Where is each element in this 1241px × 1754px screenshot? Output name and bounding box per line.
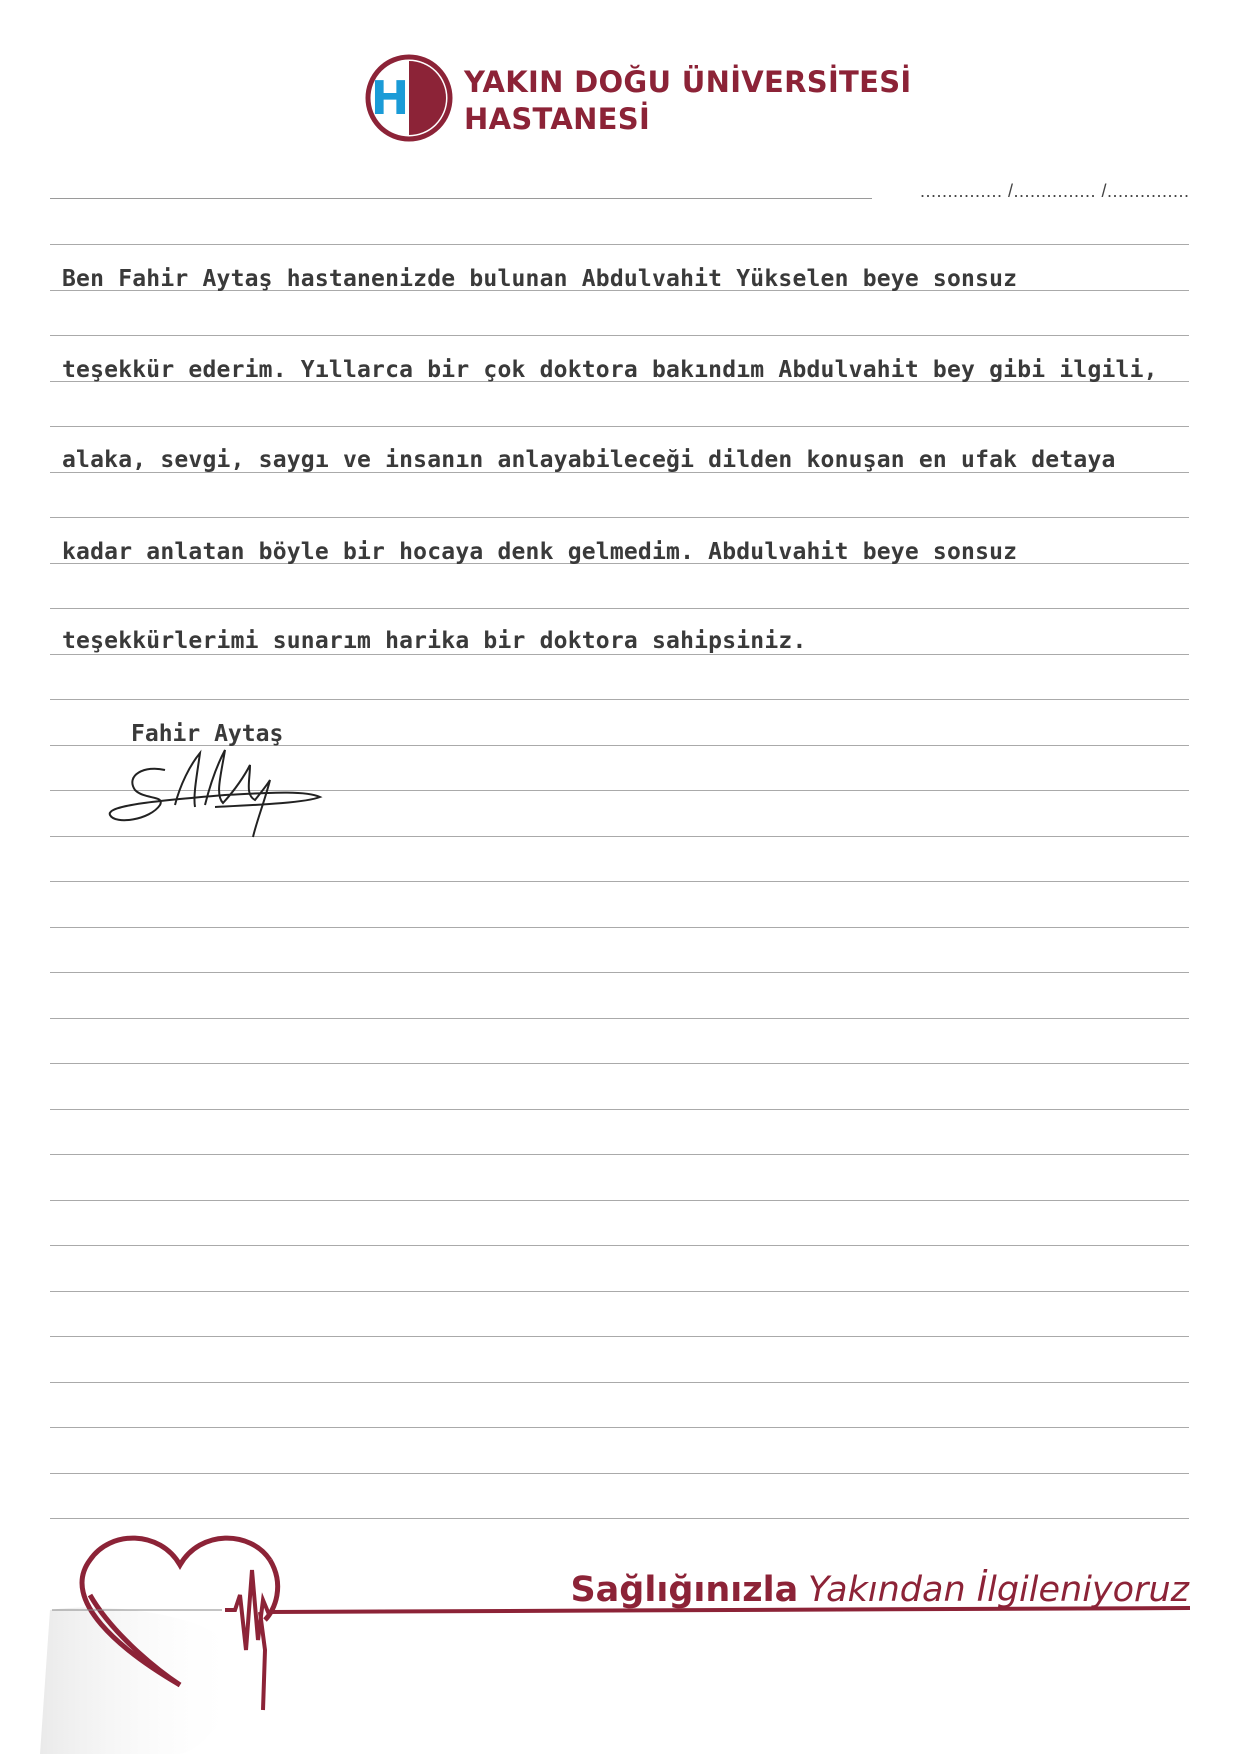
ruled-line <box>50 608 1189 609</box>
ruled-line <box>50 1245 1189 1246</box>
hospital-name <box>464 64 912 138</box>
letter-line-2: teşekkür ederim. Yıllarca bir çok doktora bakındım Abdulvahit bey gibi ilgili, <box>62 357 1158 383</box>
ruled-line <box>50 1473 1189 1474</box>
ruled-line <box>50 1109 1189 1110</box>
heading-line <box>50 198 872 199</box>
ruled-line <box>50 244 1189 245</box>
logo-letter: H <box>370 71 410 125</box>
hospital-name-line2: HASTANESİ <box>464 102 651 136</box>
letter-line-4: kadar anlatan böyle bir hocaya denk gelmedim. Abdulvahit beye sonsuz <box>62 539 1018 565</box>
footer-slogan <box>570 1570 1189 1610</box>
letter-line-3: alaka, sevgi, saygı ve insanın anlayabileceği dilden konuşan en ufak detaya <box>62 447 1116 473</box>
letterhead <box>0 0 1241 150</box>
ruled-line <box>50 699 1189 700</box>
ruled-line <box>50 1154 1189 1155</box>
ruled-line <box>50 426 1189 427</box>
signer-name: Fahir Aytaş <box>131 721 284 747</box>
ruled-line <box>50 1382 1189 1383</box>
letter-line-1: Ben Fahir Aytaş hastanenizde bulunan Abdulvahit Yükselen beye sonsuz <box>62 266 1018 292</box>
ruled-line <box>50 881 1189 882</box>
ruled-line <box>50 972 1189 973</box>
ruled-line <box>50 654 1189 655</box>
ruled-line <box>50 1063 1189 1064</box>
footer-heart-art <box>0 1500 1241 1754</box>
hospital-name-line1: YAKIN DOĞU ÜNİVERSİTESİ <box>464 65 912 99</box>
ruled-line <box>50 335 1189 336</box>
ruled-line <box>50 1291 1189 1292</box>
ruled-line <box>50 1427 1189 1428</box>
letter-line-5: teşekkürlerimi sunarım harika bir doktora sahipsiniz. <box>62 628 807 654</box>
ruled-line <box>50 1200 1189 1201</box>
ruled-line <box>50 1336 1189 1337</box>
hospital-logo-icon <box>363 52 455 144</box>
signature <box>105 745 325 840</box>
slogan-bold: Sağlığınızla <box>570 1570 799 1610</box>
ruled-line <box>50 1018 1189 1019</box>
ruled-line <box>50 927 1189 928</box>
date-field: ............... /............... /............... <box>920 181 1190 201</box>
slogan-italic: Yakından İlgileniyoruz <box>808 1570 1189 1610</box>
ruled-line <box>50 517 1189 518</box>
